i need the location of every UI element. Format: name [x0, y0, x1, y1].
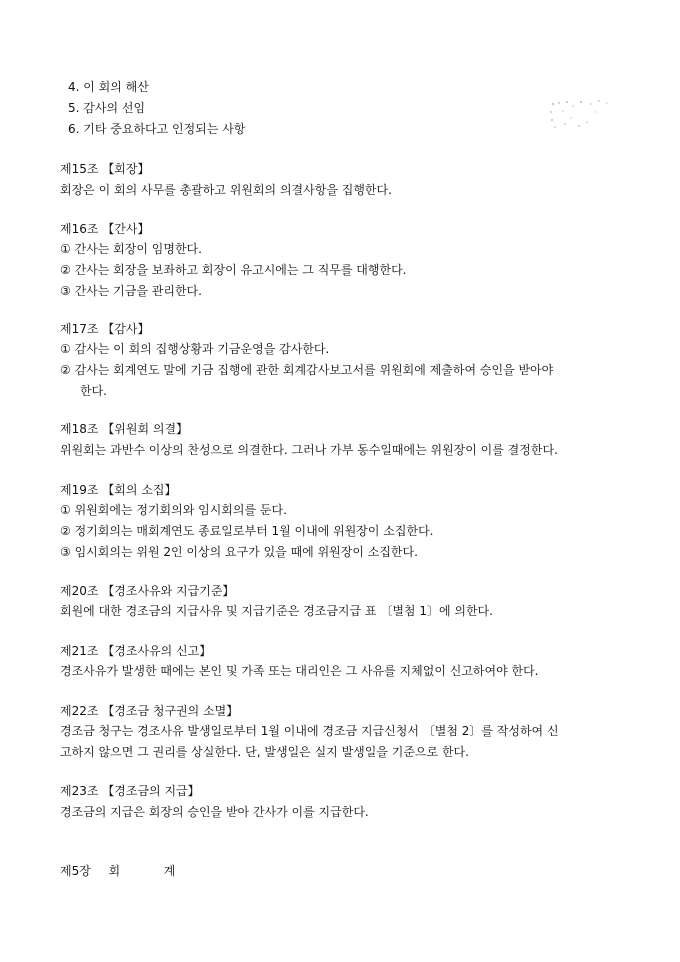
article-16-item-1: ① 간사는 회장이 임명한다.: [60, 242, 202, 256]
article-17-title: 제17조 【감사】: [60, 322, 150, 336]
article-17-item-2-cont: 한다.: [80, 384, 107, 398]
article-18-text: 위원회는 과반수 이상의 찬성으로 의결한다. 그러나 가부 동수일때에는 위원장이 이를 결정한다.: [60, 443, 558, 457]
article-18-title: 제18조 【위원회 의결】: [60, 422, 189, 436]
list-item: 5. 감사의 선임: [68, 101, 146, 115]
article-15-title: 제15조 【회장】: [60, 162, 150, 176]
article-19-item-2: ② 정기회의는 매회계연도 종료일로부터 1월 이내에 위원장이 소집한다.: [60, 524, 434, 538]
chapter-number: 제5장: [60, 864, 91, 878]
article-15-text: 회장은 이 회의 사무를 총괄하고 위원회의 의결사항을 집행한다.: [60, 183, 392, 197]
article-16-item-2: ② 간사는 회장을 보좌하고 회장이 유고시에는 그 직무를 대행한다.: [60, 263, 407, 277]
chapter-title-part-1: 회: [108, 864, 121, 878]
faint-stamp-mark: [543, 94, 615, 134]
article-17-item-1: ① 감사는 이 회의 집행상황과 기금운영을 감사한다.: [60, 342, 330, 356]
article-17-item-2: ② 감사는 회계연도 말에 기금 집행에 관한 회계감사보고서를 위원회에 제출하여 승인을 받아야: [60, 363, 554, 377]
article-19-item-1: ① 위원회에는 정기회의와 임시회의를 둔다.: [60, 503, 287, 517]
article-19-title: 제19조 【회의 소집】: [60, 483, 177, 497]
article-22-text-2: 고하지 않으면 그 권리를 상실한다. 단, 발생일은 실지 발생일을 기준으로 한다.: [60, 745, 469, 759]
article-23-title: 제23조 【경조금의 지급】: [60, 784, 200, 798]
article-16-title: 제16조 【간사】: [60, 222, 150, 236]
article-22-text-1: 경조금 청구는 경조사유 발생일로부터 1월 이내에 경조금 지급신청서 〔별첨 2〕를 작성하여 신: [60, 724, 559, 738]
article-21-title: 제21조 【경조사유의 신고】: [60, 644, 212, 658]
list-item: 4. 이 회의 해산: [68, 80, 149, 94]
article-21-text: 경조사유가 발생한 때에는 본인 및 가족 또는 대리인은 그 사유를 지체없이 신고하여야 한다.: [60, 664, 539, 678]
article-23-text: 경조금의 지급은 회장의 승인을 받아 간사가 이를 지급한다.: [60, 805, 369, 819]
chapter-title-part-2: 계: [163, 864, 176, 878]
article-20-title: 제20조 【경조사유와 지급기준】: [60, 584, 235, 598]
article-16-item-3: ③ 간사는 기금을 관리한다.: [60, 284, 202, 298]
article-22-title: 제22조 【경조금 청구권의 소멸】: [60, 704, 239, 718]
article-20-text: 회원에 대한 경조금의 지급사유 및 지급기준은 경조금지급 표 〔별첨 1〕에 의한다.: [60, 604, 493, 618]
list-item: 6. 기타 중요하다고 인정되는 사항: [68, 122, 246, 136]
chapter-heading: [60, 864, 175, 878]
article-19-item-3: ③ 임시회의는 위원 2인 이상의 요구가 있을 때에 위원장이 소집한다.: [60, 545, 418, 559]
